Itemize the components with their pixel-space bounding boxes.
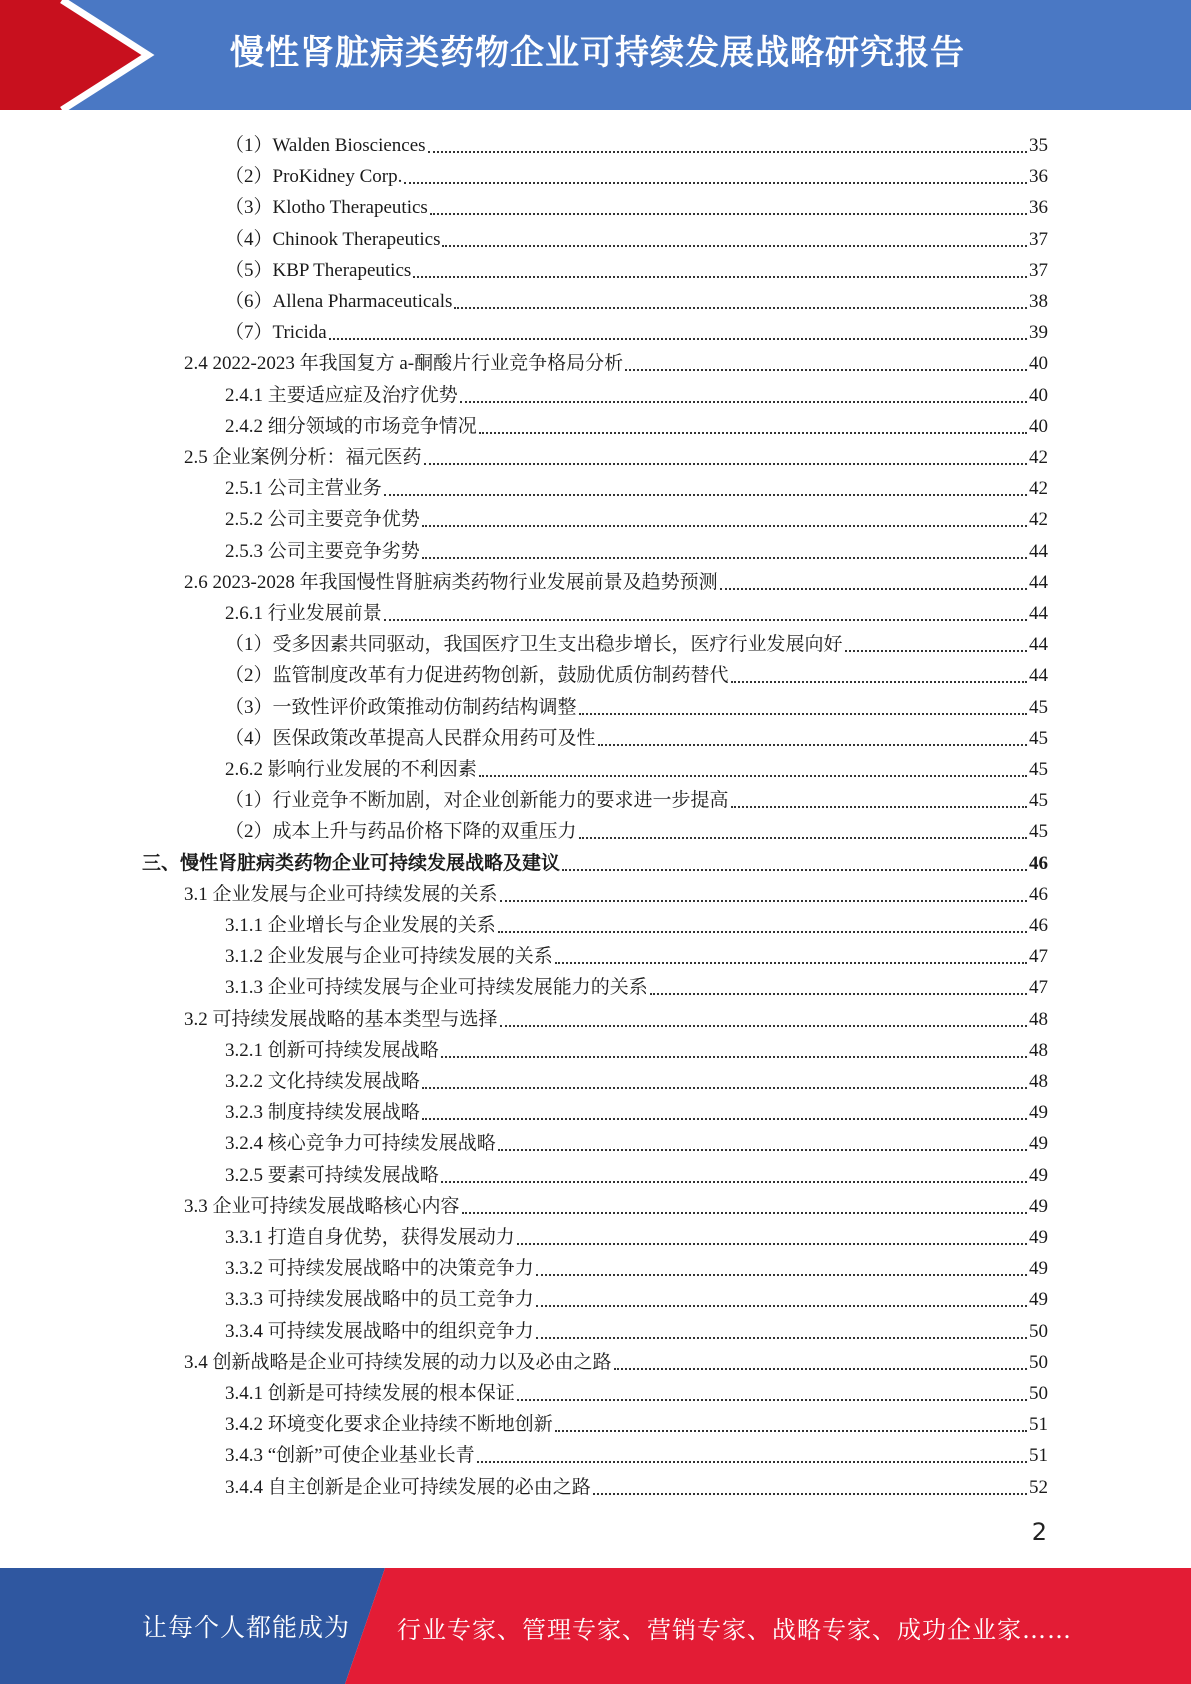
toc-dot-leader — [500, 900, 1027, 902]
toc-dot-leader — [422, 525, 1027, 527]
toc-entry[interactable] — [225, 1282, 1048, 1313]
toc-dot-leader — [562, 869, 1027, 871]
toc-dot-leader — [517, 1243, 1027, 1245]
toc-entry-title: 3.4 创新战略是企业可持续发展的动力以及必由之路 — [184, 1351, 612, 1373]
toc-entry-title: （7）Tricida — [225, 322, 327, 344]
toc-dot-leader — [441, 1056, 1027, 1058]
toc-dot-leader — [845, 650, 1027, 652]
toc-entry-page: 35 — [1029, 135, 1048, 156]
toc-entry[interactable] — [225, 534, 1048, 565]
toc-dot-leader — [404, 182, 1027, 184]
toc-entry[interactable] — [225, 1438, 1048, 1469]
toc-dot-leader — [498, 1149, 1027, 1151]
toc-entry[interactable] — [225, 1407, 1048, 1438]
toc-entry-title: 3.4.2 环境变化要求企业持续不断地创新 — [225, 1414, 553, 1436]
toc-entry-page: 42 — [1029, 478, 1048, 500]
toc-entry-title: 2.5.1 公司主营业务 — [225, 478, 382, 500]
toc-entry-page: 42 — [1029, 447, 1048, 468]
toc-entry[interactable] — [225, 409, 1048, 440]
toc-entry-title: 2.4.2 细分领域的市场竞争情况 — [225, 415, 477, 437]
toc-entry-page: 44 — [1029, 665, 1048, 687]
toc-dot-leader — [593, 1493, 1027, 1495]
toc-dot-leader — [536, 1337, 1027, 1339]
toc-dot-leader — [454, 307, 1027, 309]
toc-entry[interactable] — [225, 627, 1048, 658]
toc-entry-title: 2.4.1 主要适应症及治疗优势 — [225, 384, 458, 406]
toc-entry-title: （1）行业竞争不断加剧，对企业创新能力的要求进一步提高 — [225, 790, 729, 812]
toc-entry-title: （1）受多因素共同驱动，我国医疗卫生支出稳步增长，医疗行业发展向好 — [225, 634, 843, 656]
toc-dot-leader — [413, 276, 1027, 278]
toc-entry[interactable] — [225, 1064, 1048, 1095]
toc-dot-leader — [428, 151, 1027, 153]
toc-entry-title: 3.3.4 可持续发展战略中的组织竞争力 — [225, 1320, 534, 1342]
toc-dot-leader — [625, 369, 1027, 371]
toc-entry-title: （5）KBP Therapeutics — [225, 259, 412, 281]
footer-slogan-left: 让每个人都能成为 — [142, 1613, 351, 1642]
toc-entry[interactable] — [225, 1376, 1048, 1407]
toc-entry[interactable] — [184, 877, 1048, 908]
toc-entry[interactable] — [225, 222, 1048, 253]
toc-entry-title: 3.2.2 文化持续发展战略 — [225, 1071, 420, 1092]
toc-entry-title: （1）Walden Biosciences — [225, 135, 426, 156]
toc-entry[interactable] — [184, 1345, 1048, 1376]
toc-entry-page: 49 — [1029, 1102, 1048, 1124]
toc-dot-leader — [731, 806, 1027, 808]
toc-dot-leader — [384, 494, 1027, 496]
toc-entry-page: 40 — [1029, 353, 1048, 375]
toc-entry-title: 3.3.1 打造自身优势，获得发展动力 — [225, 1227, 515, 1248]
report-title: 慢性肾脏病类药物企业可持续发展战略研究报告 — [230, 33, 965, 73]
toc-entry-page: 47 — [1029, 946, 1048, 968]
toc-entry-title: 3.2.5 要素可持续发展战略 — [225, 1164, 439, 1186]
toc-entry[interactable] — [225, 1220, 1048, 1251]
toc-entry[interactable] — [225, 814, 1048, 845]
toc-entry-title: 2.5.2 公司主要竞争优势 — [225, 509, 420, 531]
toc-entry[interactable] — [225, 284, 1048, 315]
toc-entry[interactable] — [225, 471, 1048, 502]
toc-entry-title: 三、慢性肾脏病类药物企业可持续发展战略及建议 — [142, 852, 561, 874]
toc-entry-page: 49 — [1029, 1164, 1048, 1186]
toc-entry-page: 45 — [1029, 790, 1048, 812]
toc-entry[interactable] — [225, 970, 1048, 1001]
toc-dot-leader — [579, 713, 1027, 715]
toc-entry-title: 3.1.1 企业增长与企业发展的关系 — [225, 915, 496, 936]
toc-dot-leader — [720, 588, 1027, 590]
toc-entry-page: 45 — [1029, 727, 1048, 749]
toc-entry[interactable] — [184, 1189, 1048, 1220]
toc-entry-page: 40 — [1029, 415, 1048, 437]
footer-banner — [0, 1568, 1191, 1684]
toc-dot-leader — [477, 1461, 1027, 1463]
toc-entry-page: 38 — [1029, 291, 1048, 312]
toc-entry-page: 37 — [1029, 259, 1048, 281]
toc-entry[interactable] — [184, 1002, 1048, 1033]
toc-entry[interactable] — [225, 908, 1048, 939]
toc-entry-title: 3.2 可持续发展战略的基本类型与选择 — [184, 1008, 498, 1030]
toc-entry-title: （3）Klotho Therapeutics — [225, 197, 428, 219]
toc-dot-leader — [441, 1181, 1027, 1183]
toc-entry-page: 50 — [1029, 1383, 1048, 1404]
toc-entry-page: 44 — [1029, 571, 1048, 593]
toc-entry[interactable] — [225, 1126, 1048, 1157]
toc-entry-page: 45 — [1029, 759, 1048, 780]
toc-entry-title: 3.4.4 自主创新是企业可持续发展的必由之路 — [225, 1476, 591, 1498]
toc-entry-title: 2.6 2023-2028 年我国慢性肾脏病类药物行业发展前景及趋势预测 — [184, 571, 718, 593]
toc-entry-page: 47 — [1029, 977, 1048, 999]
toc-entry-page: 46 — [1029, 915, 1048, 936]
toc-entry[interactable] — [225, 721, 1048, 752]
toc-entry-title: 2.5.3 公司主要竞争劣势 — [225, 540, 420, 562]
toc-entry-page: 50 — [1029, 1320, 1048, 1342]
toc-dot-leader — [731, 681, 1027, 683]
toc-entry-page: 40 — [1029, 384, 1048, 406]
toc-dot-leader — [555, 962, 1027, 964]
toc-entry-title: 2.4 2022-2023 年我国复方 a-酮酸片行业竞争格局分析 — [184, 353, 624, 375]
toc-entry[interactable] — [225, 690, 1048, 721]
toc-entry-page: 49 — [1029, 1227, 1048, 1248]
toc-dot-leader — [430, 213, 1027, 215]
toc-entry[interactable] — [225, 783, 1048, 814]
toc-entry-page: 48 — [1029, 1008, 1048, 1030]
toc-entry-page: 42 — [1029, 509, 1048, 531]
toc-entry-page: 46 — [1029, 852, 1048, 874]
toc-entry[interactable] — [184, 440, 1048, 471]
toc-dot-leader — [536, 1274, 1027, 1276]
toc-entry[interactable] — [225, 658, 1048, 689]
toc-dot-leader — [462, 1212, 1027, 1214]
toc-entry[interactable] — [225, 1314, 1048, 1345]
toc-entry[interactable] — [225, 502, 1048, 533]
toc-dot-leader — [422, 1087, 1027, 1089]
toc-entry-title: 3.3.2 可持续发展战略中的决策竞争力 — [225, 1258, 534, 1280]
toc-entry[interactable] — [225, 1158, 1048, 1189]
toc-entry-title: 3.1.2 企业发展与企业可持续发展的关系 — [225, 946, 553, 968]
toc-entry[interactable] — [225, 596, 1048, 627]
toc-dot-leader — [498, 931, 1027, 933]
toc-entry[interactable] — [225, 1470, 1048, 1501]
toc-entry-title: （2）成本上升与药品价格下降的双重压力 — [225, 821, 577, 843]
toc-dot-leader — [424, 463, 1027, 465]
toc-entry-title: 3.2.3 制度持续发展战略 — [225, 1102, 420, 1124]
toc-dot-leader — [555, 1430, 1027, 1432]
toc-dot-leader — [442, 245, 1027, 247]
toc-entry-title: （6）Allena Pharmaceuticals — [225, 291, 453, 312]
toc-entry[interactable] — [225, 939, 1048, 970]
toc-dot-leader — [650, 993, 1027, 995]
toc-entry-page: 39 — [1029, 322, 1048, 344]
toc-dot-leader — [500, 1025, 1027, 1027]
toc-entry[interactable] — [225, 1033, 1048, 1064]
toc-entry-title: （4）医保政策改革提高人民群众用药可及性 — [225, 727, 596, 749]
toc-entry[interactable] — [184, 565, 1048, 596]
toc-entry-page: 45 — [1029, 821, 1048, 843]
toc-entry[interactable] — [225, 315, 1048, 346]
toc-entry-title: 3.1.3 企业可持续发展与企业可持续发展能力的关系 — [225, 977, 648, 999]
toc-entry-title: 2.6.2 影响行业发展的不利因素 — [225, 759, 477, 780]
toc-entry-page: 44 — [1029, 634, 1048, 656]
toc-dot-leader — [422, 1118, 1027, 1120]
toc-entry-page: 51 — [1029, 1414, 1048, 1436]
toc-entry[interactable] — [225, 378, 1048, 409]
toc-dot-leader — [517, 1399, 1027, 1401]
report-header — [0, 0, 1191, 110]
toc-dot-leader — [329, 338, 1027, 340]
page-number: 2 — [1031, 1518, 1047, 1546]
toc-entry-page: 37 — [1029, 228, 1048, 250]
toc-entry-page: 48 — [1029, 1071, 1048, 1092]
toc-dot-leader — [598, 744, 1027, 746]
toc-entry-page: 49 — [1029, 1133, 1048, 1155]
toc-entry-title: （2）监管制度改革有力促进药物创新，鼓励优质仿制药替代 — [225, 665, 729, 687]
toc-entry-title: 2.6.1 行业发展前景 — [225, 603, 382, 624]
toc-entry-page: 48 — [1029, 1039, 1048, 1061]
toc-entry-page: 44 — [1029, 540, 1048, 562]
toc-entry[interactable] — [225, 253, 1048, 284]
toc-dot-leader — [460, 401, 1027, 403]
footer-slogan-right: 行业专家、管理专家、营销专家、战略专家、成功企业家…… — [397, 1616, 1072, 1644]
toc-entry-title: （4）Chinook Therapeutics — [225, 228, 441, 250]
toc-entry[interactable] — [225, 159, 1048, 190]
toc-entry-page: 46 — [1029, 883, 1048, 905]
toc-entry-page: 36 — [1029, 166, 1048, 188]
header-arrow-icon — [0, 0, 160, 110]
toc-entry-title: （3）一致性评价政策推动仿制药结构调整 — [225, 696, 577, 718]
toc-entry-page: 52 — [1029, 1476, 1048, 1498]
toc-entry[interactable] — [225, 128, 1048, 159]
toc-entry-title: 3.1 企业发展与企业可持续发展的关系 — [184, 883, 498, 905]
toc-entry-page: 49 — [1029, 1195, 1048, 1217]
toc-dot-leader — [479, 432, 1027, 434]
toc-entry-title: 3.2.1 创新可持续发展战略 — [225, 1039, 439, 1061]
toc-entry-page: 50 — [1029, 1351, 1048, 1373]
toc-entry-title: 3.3.3 可持续发展战略中的员工竞争力 — [225, 1289, 534, 1311]
toc-entry-page: 49 — [1029, 1289, 1048, 1311]
toc-dot-leader — [579, 837, 1027, 839]
toc-entry[interactable] — [184, 346, 1048, 377]
toc-entry-title: （2）ProKidney Corp. — [225, 166, 403, 188]
toc-entry-page: 45 — [1029, 696, 1048, 718]
toc-dot-leader — [422, 557, 1027, 559]
toc-entry-title: 3.2.4 核心竞争力可持续发展战略 — [225, 1133, 496, 1155]
toc-entry-title: 3.3 企业可持续发展战略核心内容 — [184, 1195, 460, 1217]
toc-entry-page: 49 — [1029, 1258, 1048, 1280]
toc-entry-title: 3.4.1 创新是可持续发展的根本保证 — [225, 1383, 515, 1404]
toc-entry[interactable] — [225, 752, 1048, 783]
toc-dot-leader — [384, 619, 1027, 621]
toc-entry[interactable] — [142, 846, 1048, 877]
toc-entry-page: 36 — [1029, 197, 1048, 219]
toc-entry[interactable] — [225, 190, 1048, 221]
toc-entry-page: 44 — [1029, 603, 1048, 624]
toc-entry[interactable] — [225, 1251, 1048, 1282]
toc-entry-page: 51 — [1029, 1445, 1048, 1467]
toc-dot-leader — [479, 775, 1027, 777]
toc-entry-title: 2.5 企业案例分析：福元医药 — [184, 447, 422, 468]
toc-dot-leader — [536, 1305, 1027, 1307]
toc-dot-leader — [614, 1368, 1027, 1370]
toc-entry[interactable] — [225, 1095, 1048, 1126]
toc-entry-title: 3.4.3 “创新”可使企业基业长青 — [225, 1445, 475, 1467]
